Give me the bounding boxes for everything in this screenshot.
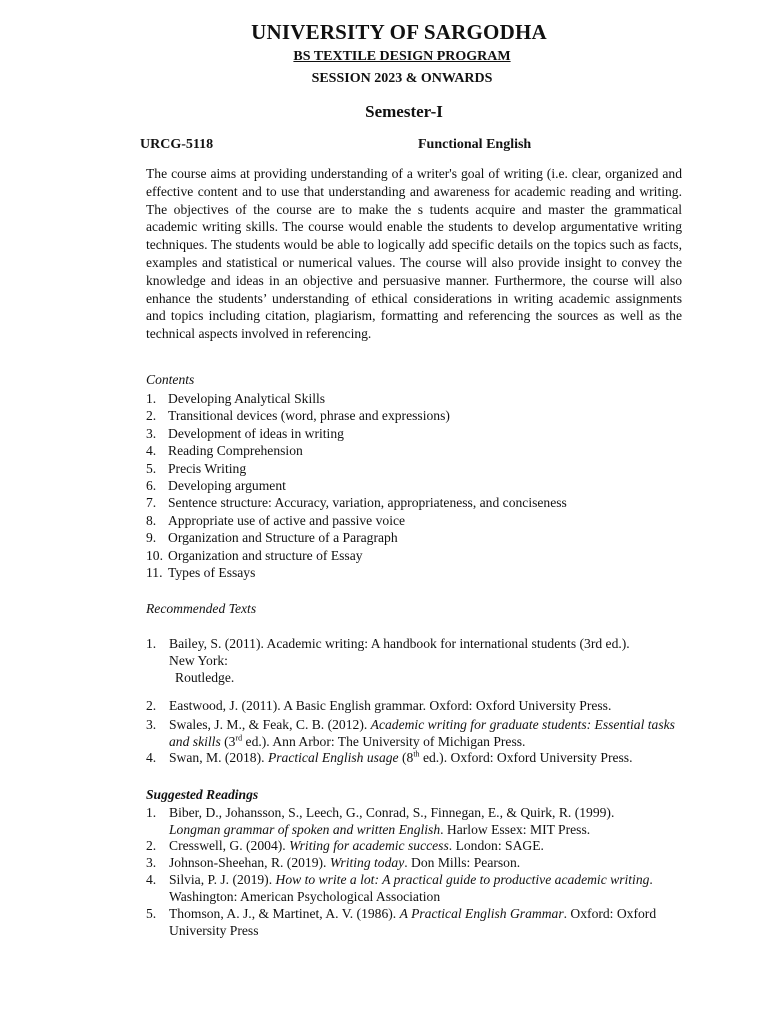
list-item: 8. Appropriate use of active and passive voice — [146, 512, 406, 528]
semester-title: Semester-I — [365, 102, 443, 121]
session-title: SESSION 2023 & ONWARDS — [311, 71, 493, 86]
recommended-text-4: 4. Swan, M. (2018). Practical English usage (8th ed.). Oxford: Oxford University Press. — [146, 749, 633, 765]
contents-heading: Contents — [146, 372, 195, 387]
list-item: 10. Organization and structure of Essay — [146, 547, 363, 563]
program-title: BS TEXTILE DESIGN PROGRAM — [293, 49, 511, 64]
suggested-reading-4: 4. Silvia, P. J. (2019). How to write a lot: A practical guide to productive academic writing. Washington: American Psychological Association — [146, 872, 653, 904]
suggested-readings-heading: Suggested Readings — [146, 787, 259, 802]
recommended-text-2: 2. Eastwood, J. (2011). A Basic English grammar. Oxford: Oxford University Press. — [146, 698, 612, 713]
list-item: 1. Developing Analytical Skills — [146, 391, 326, 406]
recommended-texts-heading: Recommended Texts — [146, 601, 257, 616]
recommended-text-3: 3. Swales, J. M., & Feak, C. B. (2012). Academic writing for graduate students: Essential tasks and skills (3rd ed.). Ann Arbor: The University of Michigan Press. — [146, 717, 675, 749]
list-item: 2. Transitional devices (word, phrase and expressions) — [146, 408, 450, 424]
course-code: URCG-5118 — [140, 137, 214, 152]
suggested-reading-5: 5. Thomson, A. J., & Martinet, A. V. (1986). A Practical English Grammar. Oxford: Oxford University Press — [146, 906, 657, 938]
list-item: 4. Reading Comprehension — [146, 443, 303, 459]
recommended-text-1: 1. Bailey, S. (2011). Academic writing: A handbook for international students (3rd ed.). New York: Routledge. — [146, 636, 630, 685]
suggested-reading-1: 1. Biber, D., Johansson, S., Leech, G., Conrad, S., Finnegan, E., & Quirk, R. (1999). Longman grammar of spoken and written English. Harlow Essex: MIT Press. — [146, 805, 615, 837]
list-item: 3. Development of ideas in writing — [146, 425, 344, 441]
list-item: 6. Developing argument — [146, 478, 286, 494]
suggested-reading-3: 3. Johnson-Sheehan, R. (2019). Writing today. Don Mills: Pearson. — [146, 855, 521, 870]
contents-list — [146, 390, 686, 581]
list-item: 11. Types of Essays — [146, 565, 256, 581]
list-item: 9. Organization and Structure of a Paragraph — [146, 530, 398, 546]
list-item: 5. Precis Writing — [146, 460, 247, 476]
suggested-reading-2: 2. Cresswell, G. (2004). Writing for academic success. London: SAGE. — [146, 838, 544, 853]
course-title: Functional English — [418, 137, 532, 152]
course-description: The course aims at providing understanding of a writer's goal of writing (i.e. clear, organized and effective content and to use that understanding and awareness for academic reading and writing. The objectives of the course are to make the s tudents acquire and master the grammatical academic writing skills. The course would enable the students to develop argumentative writing techniques. The students would be able to logically add specific details on the topics such as facts, examples and statistical or numerical values. The course will also provide insight to convey the knowledge and ideas in an objective and persuasive manner. Furthermore, the course will also enhance the students’ understanding of ethical considerations in writing academic assignments and topics including citation, plagiarism, formatting and referencing the sources as well as the technical aspects involved in referencing. — [146, 166, 682, 342]
list-item: 7. Sentence structure: Accuracy, variation, appropriateness, and conciseness — [146, 495, 567, 511]
university-title: UNIVERSITY OF SARGODHA — [251, 20, 547, 44]
